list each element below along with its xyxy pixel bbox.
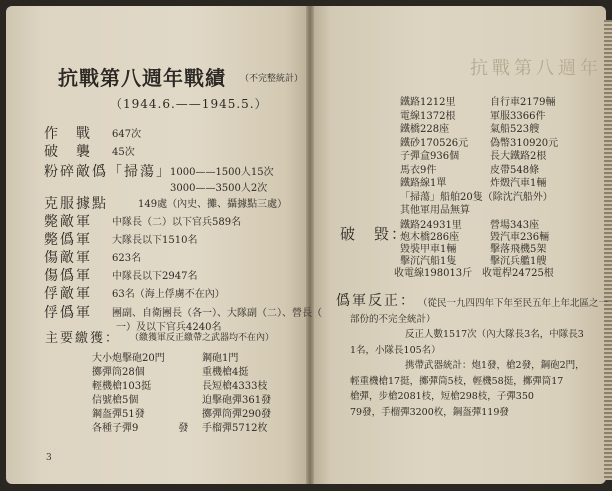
destroy-item: 擊落飛機5架 (490, 244, 547, 255)
defect-line: 部份的不完全統計） (350, 313, 436, 325)
defect-line: 79發，手榴彈3200枚，鋼盔彈119發 (350, 406, 509, 418)
stat-value: 63名（海上俘虜不在內） (112, 289, 225, 300)
page-edges (604, 20, 612, 480)
spoils-item: 長短槍4333枝 (202, 381, 268, 392)
defect-label: 僞軍反正： (336, 293, 416, 309)
date-range: （1944.6.——1945.5.） (110, 97, 268, 111)
destroy-item: 「掃蕩」船舶20隻（除沈汽船外） (400, 191, 553, 203)
destroy-item: 子彈盒936個 (400, 151, 460, 162)
destroy-item: 皮帶548條 (490, 164, 540, 176)
destroy-item: 偽幣310920元 (490, 137, 559, 149)
stat-value: 149處（內史、攤、攝據點三處） (138, 199, 288, 210)
stat-label: 作 戰 (44, 126, 92, 142)
spoils-item: 手榴彈5712枚 (202, 423, 268, 434)
destroy-item: 軍服3366件 (490, 110, 546, 122)
spoils-item: 各種子彈9 發 (92, 423, 189, 434)
defect-line: 反正人數1517次（內大隊長3名，中隊長3 (405, 329, 584, 340)
defect-line: 携帶武器統計：炮1發，槍2發，鋼砲2門， (405, 360, 585, 371)
page-title: 抗戰第八週年戰績 (58, 66, 226, 90)
spoils-item: 輕機槍103挺 (92, 381, 152, 392)
spoils-label: 主要繳獲： (45, 331, 121, 346)
page-subtitle: （不完整統計） (240, 74, 304, 84)
bleed-through-title: 抗戰第八週年 (470, 58, 602, 79)
stat-value: 中隊長以下2947名 (112, 271, 198, 282)
stat-value: 623名 (112, 253, 142, 264)
destroy-item: 鐵路線1單 (400, 178, 447, 189)
page-number: 3 (46, 453, 52, 463)
stat-label: 傷敵軍 (44, 250, 92, 266)
stat-value: 45次 (112, 147, 135, 158)
stat-value: 大隊長以下1510名 (112, 235, 198, 246)
stat-value: 3000——3500人2次 (170, 183, 268, 194)
destroy-item: 鐵砂170526元 (400, 137, 469, 149)
stat-label: 斃僞軍 (44, 232, 92, 248)
destroy-item: 自行車2179輛 (490, 97, 556, 108)
defect-line: 輕重機槍17挺，擲彈筒5枝，輕機58挺，擲彈筒17 (350, 375, 564, 387)
stat-label: 俘僞軍 (44, 305, 92, 321)
destroy-item: 鐵路24931里 (400, 220, 462, 231)
destroy-item: 炮木橋286座 (400, 232, 460, 243)
stat-value: 647次 (112, 129, 142, 140)
spoils-note: （繳獲軍反正繳帶之武器均不在內） (130, 333, 275, 343)
spoils-item: 擲彈筒28個 (92, 367, 145, 378)
destroy-item: 毀裝甲車1輛 (400, 244, 457, 255)
stat-label: 傷僞軍 (44, 268, 92, 284)
spoils-item: 擲彈筒彈290發 (202, 409, 272, 420)
spoils-item: 鋼盔彈51發 (92, 409, 145, 420)
stat-label: 破 襲 (44, 144, 92, 160)
spoils-item: 大小炮擊砲20門 (92, 353, 165, 364)
stat-value: 1000——1500人15次 (170, 167, 274, 178)
destroy-item: 其他軍用品無算 (400, 205, 470, 216)
destroy-item: 炸燬汽車1輛 (490, 178, 547, 189)
destroy-item: 鐵橋228座 (400, 124, 450, 135)
book-gutter (306, 6, 314, 484)
destroy-item: 營場343座 (490, 220, 540, 231)
stat-value: 中隊長（二）以下官兵589名 (112, 217, 242, 228)
destroy-item: 電線1372根 (400, 110, 456, 122)
stat-label: 克服據點 (44, 196, 108, 212)
destroy-item: 擊沉兵艦1艘 (490, 256, 547, 267)
destroy-item: 馬衣9件 (400, 164, 437, 176)
stat-value: 團副、自衛團長（各一）、大隊副（二）、營長（ (112, 308, 322, 319)
destroy-item: 鐵路1212里 (400, 97, 456, 108)
spoils-item: 信號槍5個 (92, 395, 139, 406)
spoils-item: 鋼砲1門 (202, 353, 239, 364)
destroy-total: 收電線198013斤 (394, 268, 473, 279)
destroy-item: 毀汽車236輛 (490, 232, 550, 243)
stat-label: 粉碎敵僞「掃蕩」 (44, 164, 172, 180)
defect-line: 1名，小隊長105名） (350, 344, 441, 356)
stat-label: 俘敵軍 (44, 286, 92, 302)
destroy-item: 長大鐵路2根 (490, 151, 547, 162)
spoils-item: 重機槍4挺 (202, 367, 249, 378)
stat-label: 斃敵軍 (44, 214, 92, 230)
destroy-item: 擊沉汽船1隻 (400, 256, 457, 267)
destroy-label: 破 毀： (340, 225, 409, 243)
defect-line: （從民一九四四年下年至民五年上年北區之一 (418, 298, 609, 309)
stat-value: 一）及以下官兵4240名 (116, 322, 222, 333)
destroy-total-2: 收電桿24725根 (482, 268, 554, 279)
defect-line: 槍彈，步槍2081枝，短槍298枝，子彈350 (350, 391, 534, 402)
spoils-item: 迫擊砲彈361發 (202, 395, 272, 406)
destroy-item: 氣船523艘 (490, 124, 540, 135)
